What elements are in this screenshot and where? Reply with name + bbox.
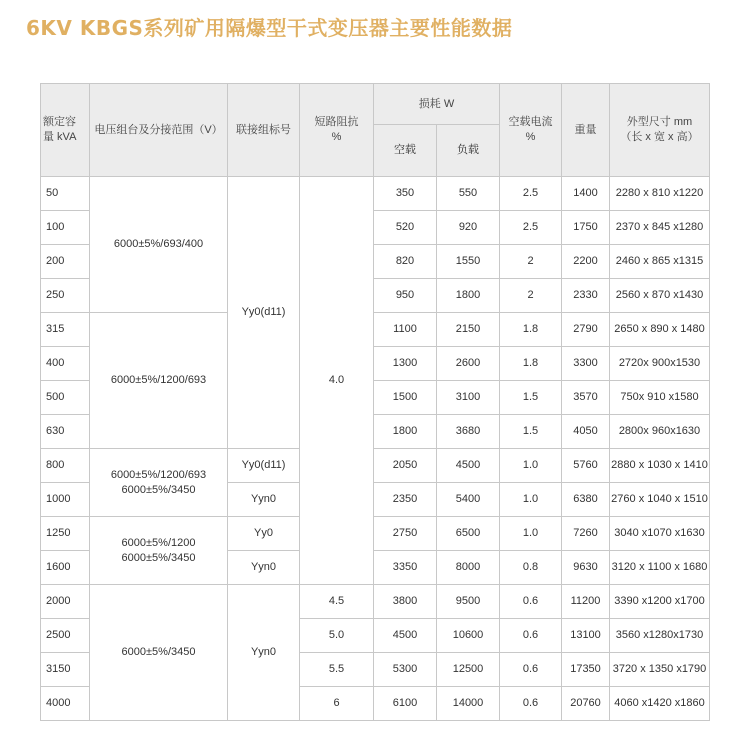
dimensions-cell: 4060 x1420 x1860 (610, 687, 710, 721)
capacity-cell: 500 (41, 381, 90, 415)
capacity-cell: 2000 (41, 585, 90, 619)
weight-cell: 17350 (562, 653, 610, 687)
header-capacity: 额定容 量 kVA (41, 84, 90, 177)
weight-cell: 7260 (562, 517, 610, 551)
dimensions-cell: 3120 x 1100 x 1680 (610, 551, 710, 585)
capacity-cell: 1250 (41, 517, 90, 551)
noload-current-cell: 2.5 (500, 177, 562, 211)
noload-loss-cell: 1800 (374, 415, 437, 449)
connection-cell: Yy0(d11) (228, 177, 300, 449)
noload-loss-cell: 820 (374, 245, 437, 279)
load-loss-cell: 2600 (437, 347, 500, 381)
load-loss-cell: 920 (437, 211, 500, 245)
impedance-cell: 6 (300, 687, 374, 721)
weight-cell: 20760 (562, 687, 610, 721)
noload-current-cell: 0.6 (500, 653, 562, 687)
noload-loss-cell: 2750 (374, 517, 437, 551)
header-noload-current: 空载电流 % (500, 84, 562, 177)
dimensions-cell: 3390 x1200 x1700 (610, 585, 710, 619)
load-loss-cell: 12500 (437, 653, 500, 687)
impedance-cell: 4.0 (300, 177, 374, 585)
connection-cell: Yyn0 (228, 551, 300, 585)
capacity-cell: 4000 (41, 687, 90, 721)
dimensions-cell: 2720x 900x1530 (610, 347, 710, 381)
header-connection: 联接组标号 (228, 84, 300, 177)
load-loss-cell: 4500 (437, 449, 500, 483)
voltage-group-cell: 6000±5%/1200/693 6000±5%/3450 (90, 449, 228, 517)
capacity-cell: 400 (41, 347, 90, 381)
noload-loss-cell: 6100 (374, 687, 437, 721)
noload-loss-cell: 3800 (374, 585, 437, 619)
connection-cell: Yy0 (228, 517, 300, 551)
connection-cell: Yyn0 (228, 483, 300, 517)
header-weight: 重量 (562, 84, 610, 177)
capacity-cell: 3150 (41, 653, 90, 687)
weight-cell: 2790 (562, 313, 610, 347)
dimensions-cell: 3720 x 1350 x1790 (610, 653, 710, 687)
noload-current-cell: 0.6 (500, 687, 562, 721)
load-loss-cell: 5400 (437, 483, 500, 517)
noload-current-cell: 1.0 (500, 483, 562, 517)
noload-loss-cell: 1500 (374, 381, 437, 415)
capacity-cell: 50 (41, 177, 90, 211)
capacity-cell: 250 (41, 279, 90, 313)
table-row (41, 177, 710, 211)
load-loss-cell: 9500 (437, 585, 500, 619)
voltage-group-cell: 6000±5%/693/400 (90, 177, 228, 313)
noload-loss-cell: 1300 (374, 347, 437, 381)
voltage-group-cell: 6000±5%/1200/693 (90, 313, 228, 449)
noload-current-cell: 0.6 (500, 585, 562, 619)
capacity-cell: 2500 (41, 619, 90, 653)
header-voltage: 电压组台及分接范围（V） (90, 84, 228, 177)
performance-table (40, 83, 710, 721)
capacity-cell: 630 (41, 415, 90, 449)
dimensions-cell: 3040 x1070 x1630 (610, 517, 710, 551)
noload-loss-cell: 950 (374, 279, 437, 313)
noload-loss-cell: 4500 (374, 619, 437, 653)
dimensions-cell: 750x 910 x1580 (610, 381, 710, 415)
noload-loss-cell: 3350 (374, 551, 437, 585)
weight-cell: 1750 (562, 211, 610, 245)
noload-loss-cell: 350 (374, 177, 437, 211)
capacity-cell: 315 (41, 313, 90, 347)
impedance-cell: 5.0 (300, 619, 374, 653)
dimensions-cell: 2800x 960x1630 (610, 415, 710, 449)
load-loss-cell: 10600 (437, 619, 500, 653)
table-row (41, 517, 710, 551)
dimensions-cell: 2560 x 870 x1430 (610, 279, 710, 313)
table-row (41, 449, 710, 483)
noload-loss-cell: 2050 (374, 449, 437, 483)
weight-cell: 3570 (562, 381, 610, 415)
noload-current-cell: 1.0 (500, 449, 562, 483)
weight-cell: 4050 (562, 415, 610, 449)
load-loss-cell: 3680 (437, 415, 500, 449)
load-loss-cell: 6500 (437, 517, 500, 551)
noload-loss-cell: 5300 (374, 653, 437, 687)
weight-cell: 1400 (562, 177, 610, 211)
weight-cell: 3300 (562, 347, 610, 381)
capacity-cell: 1000 (41, 483, 90, 517)
weight-cell: 6380 (562, 483, 610, 517)
dimensions-cell: 2650 x 890 x 1480 (610, 313, 710, 347)
load-loss-cell: 1550 (437, 245, 500, 279)
load-loss-cell: 2150 (437, 313, 500, 347)
capacity-cell: 200 (41, 245, 90, 279)
noload-current-cell: 1.0 (500, 517, 562, 551)
table-row (41, 313, 710, 347)
dimensions-cell: 2760 x 1040 x 1510 (610, 483, 710, 517)
load-loss-cell: 550 (437, 177, 500, 211)
noload-current-cell: 2.5 (500, 211, 562, 245)
load-loss-cell: 1800 (437, 279, 500, 313)
dimensions-cell: 3560 x1280x1730 (610, 619, 710, 653)
capacity-cell: 800 (41, 449, 90, 483)
voltage-group-cell: 6000±5%/1200 6000±5%/3450 (90, 517, 228, 585)
connection-cell: Yyn0 (228, 585, 300, 721)
table-row (41, 585, 710, 619)
dimensions-cell: 2880 x 1030 x 1410 (610, 449, 710, 483)
noload-current-cell: 1.8 (500, 313, 562, 347)
noload-current-cell: 2 (500, 245, 562, 279)
weight-cell: 11200 (562, 585, 610, 619)
weight-cell: 2200 (562, 245, 610, 279)
capacity-cell: 1600 (41, 551, 90, 585)
header-noload-loss: 空载 (374, 125, 437, 177)
impedance-cell: 5.5 (300, 653, 374, 687)
noload-current-cell: 0.6 (500, 619, 562, 653)
weight-cell: 13100 (562, 619, 610, 653)
weight-cell: 2330 (562, 279, 610, 313)
weight-cell: 5760 (562, 449, 610, 483)
noload-current-cell: 1.5 (500, 381, 562, 415)
load-loss-cell: 3100 (437, 381, 500, 415)
noload-loss-cell: 1100 (374, 313, 437, 347)
header-loss: 损耗 W (374, 84, 500, 125)
impedance-cell: 4.5 (300, 585, 374, 619)
weight-cell: 9630 (562, 551, 610, 585)
dimensions-cell: 2370 x 845 x1280 (610, 211, 710, 245)
load-loss-cell: 8000 (437, 551, 500, 585)
header-load-loss: 负载 (437, 125, 500, 177)
voltage-group-cell: 6000±5%/3450 (90, 585, 228, 721)
noload-current-cell: 0.8 (500, 551, 562, 585)
noload-current-cell: 1.8 (500, 347, 562, 381)
connection-cell: Yy0(d11) (228, 449, 300, 483)
dimensions-cell: 2280 x 810 x1220 (610, 177, 710, 211)
noload-current-cell: 2 (500, 279, 562, 313)
load-loss-cell: 14000 (437, 687, 500, 721)
header-impedance: 短路阻抗 % (300, 84, 374, 177)
noload-current-cell: 1.5 (500, 415, 562, 449)
noload-loss-cell: 2350 (374, 483, 437, 517)
page-title: 6KV KBGS系列矿用隔爆型干式变压器主要性能数据 (26, 16, 513, 40)
capacity-cell: 100 (41, 211, 90, 245)
dimensions-cell: 2460 x 865 x1315 (610, 245, 710, 279)
header-dimensions: 外型尺寸 mm （长 x 宽 x 高） (610, 84, 710, 177)
noload-loss-cell: 520 (374, 211, 437, 245)
